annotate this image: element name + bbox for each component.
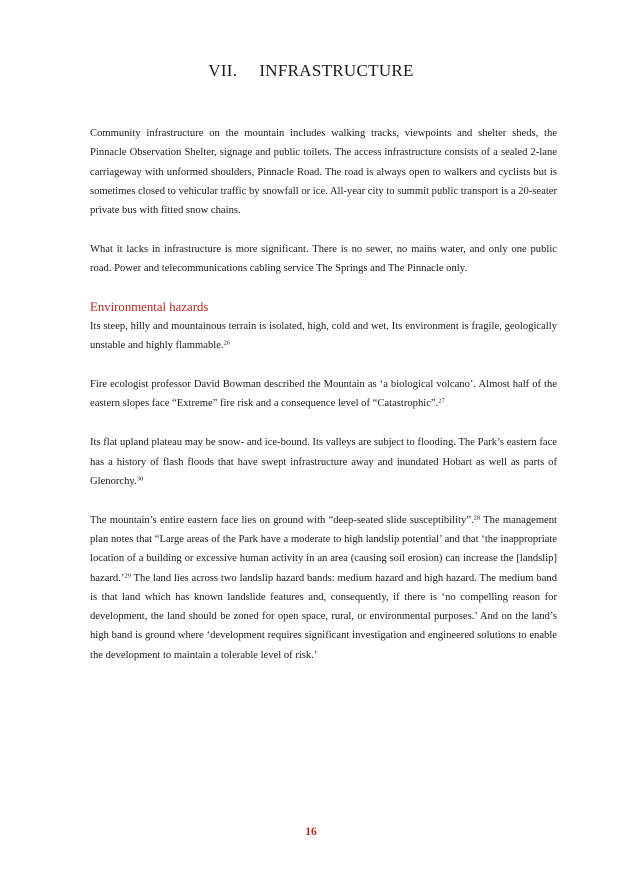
footnote-ref: 26: [223, 339, 231, 347]
page-number: 16: [305, 826, 317, 838]
section-heading-environmental-hazards: Environmental hazards: [90, 300, 209, 315]
paragraph-flooding: [90, 433, 557, 491]
paragraph-text: The management plan notes that “Large areas of the Park have a moderate to high landslip potential’ and that ‘the inappropriate location of a building or excessive human activity in an area (causing soil erosion) can increase the [landslip] hazard.’: [90, 514, 558, 584]
paragraph-text: Its flat upland plateau may be snow- and ice-bound. Its valleys are subject to flooding. The Park’s eastern face has a history of flash floods that have swept infrastructure away and inundated Hobart as well as parts of Glenorchy.: [90, 437, 557, 487]
footnote-ref: 27: [438, 397, 445, 405]
paragraph-community-infrastructure: Community infrastructure on the mountain includes walking tracks, viewpoints and shelter sheds, the Pinnacle Observation Shelter, signage and public toilets. The access infrastructure consists of a sealed 2-lane carriageway with unformed shoulders, Pinnacle Road. The road is always open to walkers and cyclists but is sometimes closed to vehicular traffic by snowfall or ice. All-year city to summit public transport is a 20-seater private bus with fitted snow chains.: [90, 128, 557, 217]
footnote-ref: 29: [124, 572, 131, 580]
paragraph-text: The land lies across two landslip hazard bands: medium hazard and high hazard. The medium band is that land which has known landslide features and, consequently, if there is ‘no compelling reason for development, the land should be zoned for open space, rural, or environmental purposes.’ And on the land’s high band is ground where ‘development requires significant investigation and engineered solutions to enable the development to maintain a tolerable level of risk.’: [90, 572, 557, 661]
paragraph-terrain: [90, 317, 557, 356]
body-text: [90, 124, 557, 665]
paragraph-text: The mountain’s entire eastern face lies on ground with “deep-seated slide susceptibility”.: [90, 514, 474, 526]
paragraph-text: Fire ecologist professor David Bowman described the Mountain as ‘a biological volcano’. Almost half of the eastern slopes face “Extreme” fire risk and a consequence level of “Catastrophic”.: [90, 379, 557, 410]
footnote-ref: 30: [136, 475, 144, 483]
footnote-ref: 28: [473, 514, 481, 522]
section-number: VII.: [208, 61, 238, 80]
paragraph-landslip: [90, 511, 557, 665]
paragraph-text: Its steep, hilly and mountainous terrain is isolated, high, cold and wet. Its environment is fragile, geologically unstable and highly flammable.: [90, 321, 557, 352]
paragraph-infrastructure-lacks: What it lacks in infrastructure is more significant. There is no sewer, no mains water, and only one public road. Power and telecommunications cabling service The Springs and The Pinnacle only.: [90, 243, 557, 275]
paragraph-fire-risk: [90, 375, 557, 414]
page-title: [0, 61, 622, 81]
section-title: INFRASTRUCTURE: [259, 61, 414, 80]
